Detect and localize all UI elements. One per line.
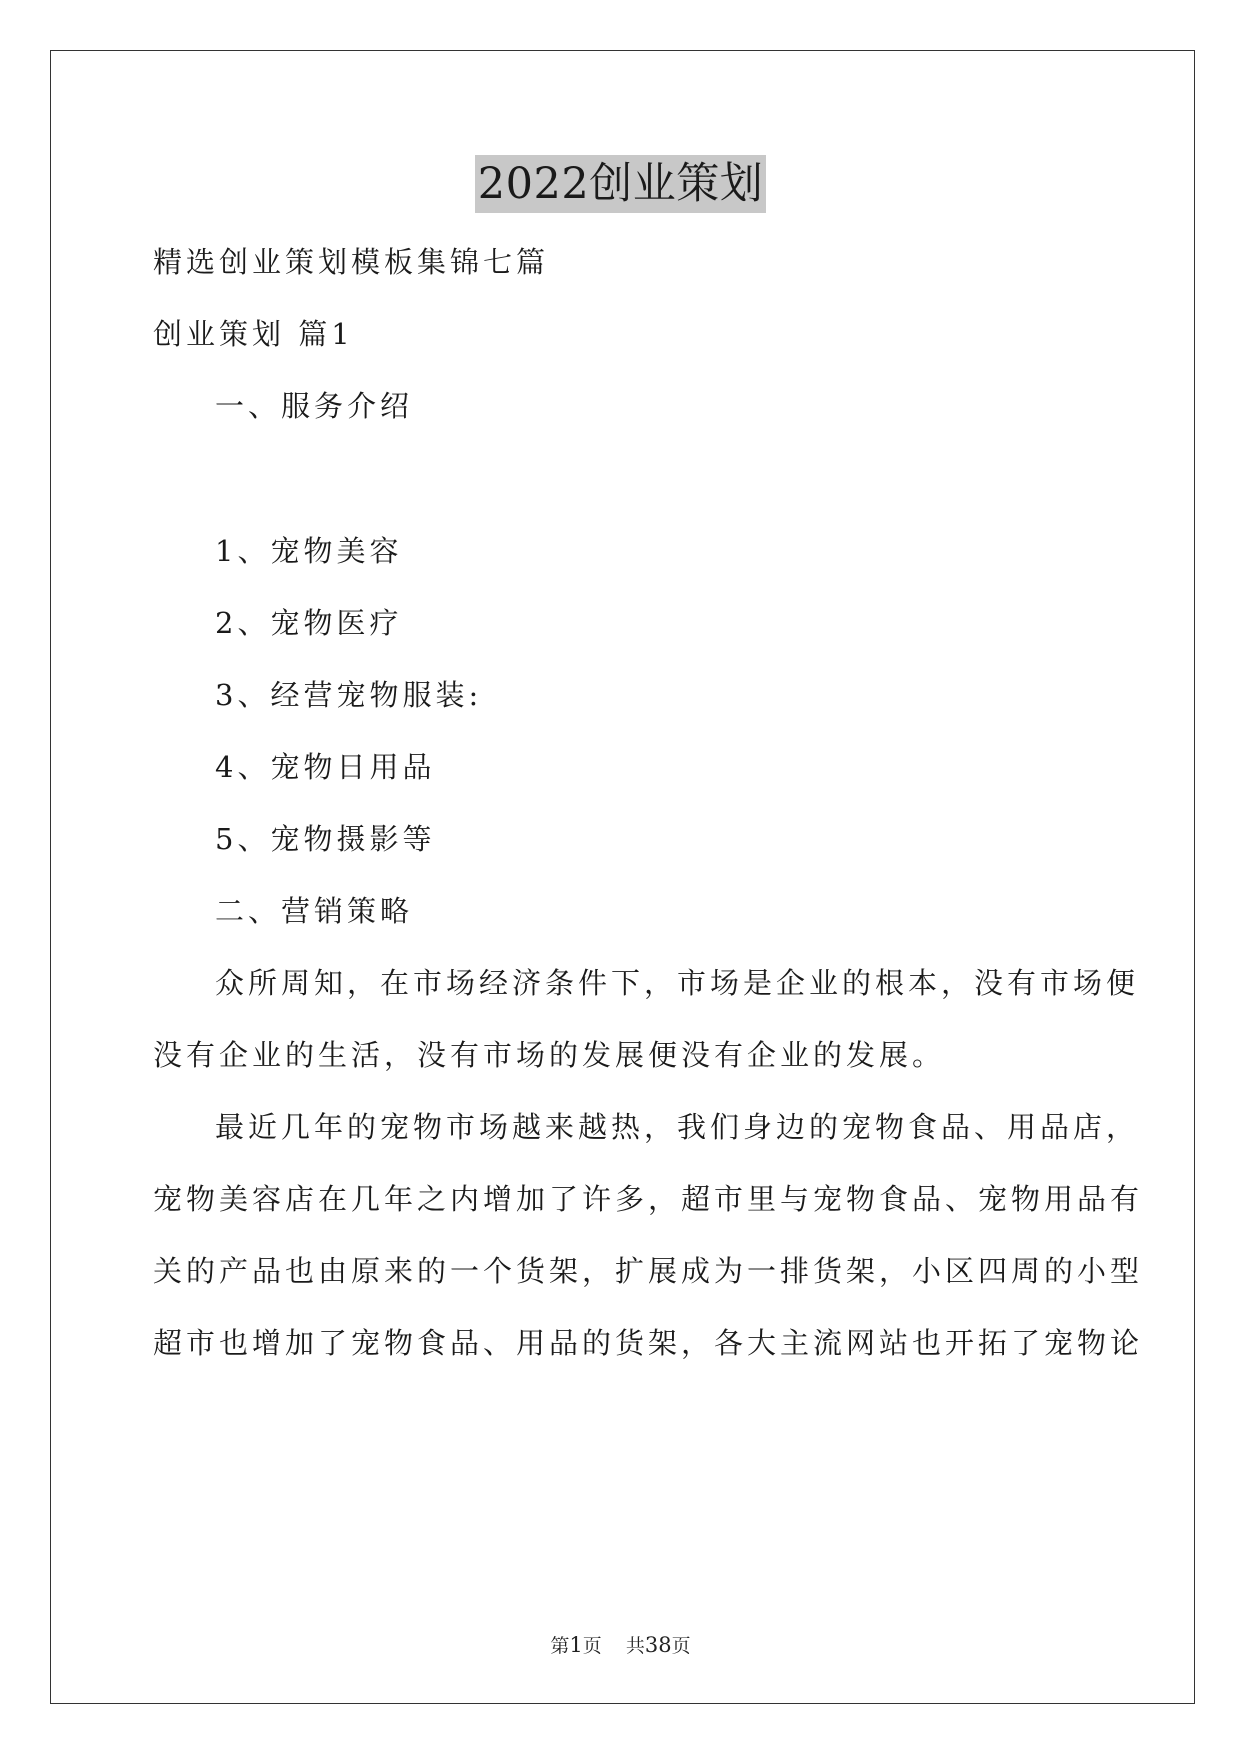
paragraph-line: 最近几年的宠物市场越来越热，我们身边的宠物食品、用品店， [215, 1110, 1140, 1144]
page-border [50, 50, 1195, 1704]
footer-page-total: 38 [644, 1633, 672, 1657]
footer-page-suffix: 页 [582, 1635, 602, 1657]
document-subtitle: 精选创业策划模板集锦七篇 [153, 245, 550, 279]
paragraph-line: 超市也增加了宠物食品、用品的货架，各大主流网站也开拓了宠物论 [153, 1326, 1144, 1360]
list-item: 3、经营宠物服装: [215, 678, 483, 712]
heading-marketing-strategy: 二、营销策略 [215, 894, 414, 928]
heading-service-intro: 一、服务介绍 [215, 389, 414, 423]
footer-page-prefix: 第 [550, 1635, 570, 1657]
title-container [0, 155, 1241, 213]
paragraph-line: 众所周知，在市场经济条件下，市场是企业的根本，没有市场便 [215, 966, 1140, 1000]
paragraph-line: 没有企业的生活，没有市场的发展便没有企业的发展。 [153, 1038, 946, 1072]
footer-page-current: 1 [569, 1633, 583, 1657]
section-heading: 创业策划 篇1 [153, 317, 354, 351]
paragraph-line: 关的产品也由原来的一个货架，扩展成为一排货架，小区四周的小型 [153, 1254, 1144, 1288]
list-item: 1、宠物美容 [215, 534, 403, 568]
document-title: 2022创业策划 [475, 155, 766, 213]
footer-total-prefix: 共 [625, 1635, 645, 1657]
footer-total-suffix: 页 [671, 1635, 691, 1657]
list-item: 5、宠物摄影等 [215, 822, 436, 856]
list-item: 4、宠物日用品 [215, 750, 436, 784]
page-footer [0, 1632, 1241, 1659]
list-item: 2、宠物医疗 [215, 606, 403, 640]
paragraph-line: 宠物美容店在几年之内增加了许多，超市里与宠物食品、宠物用品有 [153, 1182, 1144, 1216]
